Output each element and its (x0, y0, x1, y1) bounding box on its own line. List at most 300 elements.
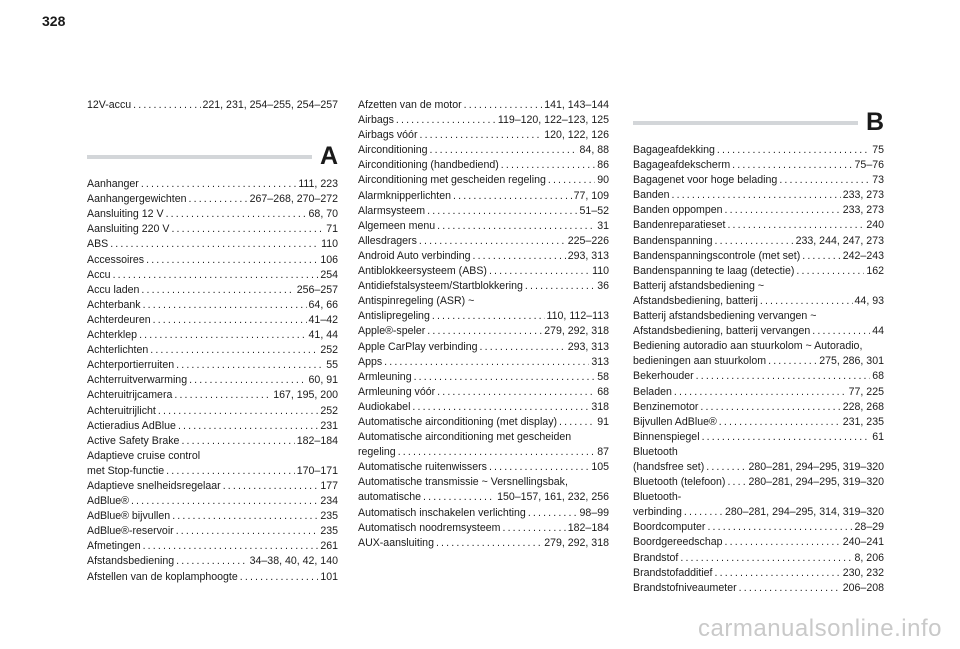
index-entry (358, 430, 609, 460)
entry-term: Aansluiting 220 V (87, 223, 170, 236)
index-entry (633, 158, 884, 173)
index-entry (633, 218, 884, 233)
entry-row (358, 204, 609, 219)
leader-dots (146, 253, 318, 268)
entry-row (633, 581, 884, 596)
index-entry (358, 536, 609, 551)
index-entry (633, 173, 884, 188)
entry-row (87, 554, 338, 569)
entry-term: Bagagenet voor hoge belading (633, 174, 778, 187)
leader-dots (732, 158, 852, 173)
leader-dots (802, 249, 841, 264)
index-entry (87, 268, 338, 283)
leader-dots (174, 388, 271, 403)
entry-row (633, 369, 884, 384)
index-entry (633, 400, 884, 415)
entry-row (633, 294, 884, 309)
index-entry (358, 340, 609, 355)
entry-row (87, 283, 338, 298)
entry-pages: 77, 225 (848, 385, 884, 398)
entry-text-line: Automatische airconditioning met gescheiden (358, 431, 572, 444)
leader-dots (779, 173, 870, 188)
entry-term: Bagageafdekking (633, 144, 715, 156)
index-entry (87, 358, 338, 373)
entry-term: AdBlue® (87, 495, 129, 508)
entry-row (633, 535, 884, 550)
entry-pages: 280–281, 294–295, 314, 319–320 (724, 506, 884, 519)
page-number: 328 (42, 13, 66, 29)
entry-row (358, 370, 609, 385)
entry-pages: 141, 143–144 (544, 99, 609, 111)
entry-term: Bandenspanning (633, 234, 713, 247)
entry-row (633, 158, 884, 173)
entry-text-line: Batterij afstandsbediening ~ (633, 279, 765, 292)
index-entry (87, 388, 338, 403)
index-entry (358, 143, 609, 158)
letter-rule (87, 155, 312, 159)
entry-row (87, 268, 338, 283)
index-entry (358, 204, 609, 219)
entry-term: Antidiefstalsysteem/Startblokkering (358, 280, 523, 293)
leader-dots (176, 554, 247, 569)
entry-pages: 280–281, 294–295, 319–320 (748, 460, 884, 473)
index-entry (633, 234, 884, 249)
entry-pages: 73 (872, 174, 884, 187)
index-entry (87, 177, 338, 192)
entry-term: Banden (633, 189, 670, 202)
entry-pages: 77, 109 (573, 189, 609, 202)
entry-row (633, 143, 884, 158)
index-entry (358, 219, 609, 234)
entry-pages: 170–171 (296, 464, 338, 477)
entry-pages: 318 (591, 400, 609, 413)
entry-term: Airbags vóór (358, 129, 418, 142)
entry-row (358, 189, 609, 204)
entry-pages: 225–226 (567, 234, 609, 247)
leader-dots (473, 249, 566, 264)
index-entry (358, 385, 609, 400)
entry-term: Automatisch noodremsysteem (358, 521, 501, 534)
entry-term: Automatisch inschakelen verlichting (358, 506, 526, 519)
leader-dots (432, 309, 545, 324)
entry-term: Apple®-speler (358, 325, 426, 338)
leader-dots (143, 539, 319, 554)
entry-row (87, 328, 338, 343)
index-column-2 (358, 98, 609, 551)
entry-pages: 71 (326, 223, 338, 236)
leader-dots (715, 234, 794, 249)
entry-pages: 120, 122, 126 (544, 129, 609, 142)
leader-dots (189, 373, 306, 388)
entry-list-top (87, 98, 338, 113)
entry-list-b (633, 143, 884, 596)
leader-dots (436, 536, 542, 551)
entry-pages: 86 (597, 159, 609, 172)
index-entry (633, 143, 884, 158)
index-entry (87, 539, 338, 554)
index-entry (358, 521, 609, 536)
entry-pages: 98–99 (579, 506, 609, 519)
entry-row (633, 203, 884, 218)
entry-pages: 75–76 (854, 159, 884, 172)
leader-dots (727, 218, 864, 233)
leader-dots (796, 264, 864, 279)
entry-pages: 235 (320, 510, 338, 523)
entry-row (87, 298, 338, 313)
entry-row (87, 570, 338, 585)
entry-term: Afzetten van de motor (358, 99, 462, 111)
entry-term: Active Safety Brake (87, 434, 180, 447)
section-letter: A (319, 142, 338, 171)
index-entry (87, 419, 338, 434)
leader-dots (725, 203, 841, 218)
entry-term: Afstandsbediening, batterij vervangen (633, 325, 811, 338)
leader-dots (525, 279, 595, 294)
leader-dots (453, 189, 572, 204)
entry-row (87, 539, 338, 554)
entry-row (633, 430, 884, 445)
entry-term: regeling (358, 446, 396, 459)
leader-dots (768, 354, 817, 369)
entry-row (633, 218, 884, 233)
leader-dots (240, 570, 319, 585)
entry-row (633, 264, 884, 279)
entry-row (358, 279, 609, 294)
entry-term: Antiblokkeersysteem (ABS) (358, 265, 487, 278)
leader-dots (700, 400, 840, 415)
entry-term: Accessoires (87, 253, 145, 266)
index-entry (87, 494, 338, 509)
index-entry (633, 309, 884, 339)
entry-row (358, 128, 609, 143)
entry-pages: 111, 223 (298, 178, 338, 191)
entry-term: Aansluiting 12 V (87, 208, 164, 221)
entry-term: Brandstofniveaumeter (633, 581, 737, 594)
entry-text-line: Bluetooth (633, 445, 678, 458)
entry-row (87, 237, 338, 252)
index-entry (87, 283, 338, 298)
entry-pages: 221, 231, 254–255, 254–257 (202, 99, 338, 111)
index-entry (87, 328, 338, 343)
entry-row (358, 219, 609, 234)
entry-term: Beladen (633, 385, 672, 398)
entry-term: Accu laden (87, 283, 140, 296)
entry-row (358, 98, 609, 113)
entry-term: Alarmknipperlichten (358, 189, 452, 202)
entry-term: Apple CarPlay verbinding (358, 340, 478, 353)
entry-pages: 51–52 (579, 204, 609, 217)
entry-text-line: Bediening autoradio aan stuurkolom ~ Autoradio, (633, 340, 863, 353)
leader-dots (153, 313, 307, 328)
index-entry (358, 370, 609, 385)
entry-term: bedieningen aan stuurkolom (633, 355, 767, 368)
entry-term: Achteruitrijcamera (87, 389, 173, 402)
index-entry (358, 234, 609, 249)
index-entry (633, 535, 884, 550)
entry-pages: 41, 44 (308, 329, 338, 342)
leader-dots (414, 370, 596, 385)
entry-term: verbinding (633, 506, 682, 519)
entry-row (358, 521, 609, 536)
entry-row (633, 249, 884, 264)
leader-dots (133, 98, 200, 113)
entry-pages: 91 (597, 415, 609, 428)
leader-dots (727, 475, 746, 490)
index-entry (633, 188, 884, 203)
leader-dots (739, 581, 841, 596)
entry-pages: 84, 88 (579, 144, 609, 157)
leader-dots (548, 173, 595, 188)
leader-dots (141, 283, 294, 298)
watermark: carmanualsonline.info (698, 615, 942, 642)
entry-pages: 75 (872, 144, 884, 156)
entry-term: Banden oppompen (633, 204, 723, 217)
leader-dots (178, 419, 318, 434)
entry-row (358, 158, 609, 173)
leader-dots (680, 551, 852, 566)
entry-term: Achterbank (87, 298, 141, 311)
entry-pages: 252 (320, 404, 338, 417)
entry-term: AdBlue®-reservoir (87, 525, 174, 538)
entry-pages: 256–257 (296, 283, 338, 296)
entry-row (358, 324, 609, 339)
letter-rule (633, 121, 858, 125)
index-entry (358, 400, 609, 415)
entry-row (633, 475, 884, 490)
entry-term: Bandenspanningscontrole (met set) (633, 249, 801, 262)
entry-pages: 34–38, 40, 42, 140 (249, 555, 338, 568)
entry-term: Accu (87, 268, 111, 281)
entry-row (358, 143, 609, 158)
leader-dots (715, 566, 841, 581)
entry-term: Airconditioning (handbediend) (358, 159, 499, 172)
index-entry (358, 98, 609, 113)
entry-row (87, 313, 338, 328)
entry-pages: 106 (320, 253, 338, 266)
entry-term: 12V-accu (87, 99, 132, 111)
entry-term: Achterklep (87, 329, 138, 342)
entry-pages: 280–281, 294–295, 319–320 (748, 476, 884, 489)
leader-dots (223, 479, 319, 494)
leader-dots (139, 328, 306, 343)
leader-dots (696, 369, 871, 384)
entry-row (87, 192, 338, 207)
entry-term: Actieradius AdBlue (87, 419, 176, 432)
leader-dots (528, 506, 578, 521)
index-entry (87, 434, 338, 449)
entry-pages: 293, 313 (567, 340, 609, 353)
entry-pages: 150–157, 161, 232, 256 (497, 491, 609, 504)
index-entry (358, 506, 609, 521)
index-entry (358, 113, 609, 128)
leader-dots (412, 400, 589, 415)
index-entry (87, 524, 338, 539)
index-entry (87, 222, 338, 237)
entry-pages: 36 (597, 280, 609, 293)
index-entry (87, 509, 338, 524)
entry-pages: 233, 273 (842, 189, 884, 202)
entry-term: Bekerhouder (633, 370, 694, 383)
entry-term: Audiokabel (358, 400, 411, 413)
entry-row (633, 400, 884, 415)
leader-dots (725, 535, 841, 550)
index-entry (633, 551, 884, 566)
index-entry (358, 173, 609, 188)
index-entry (358, 249, 609, 264)
entry-term: Bluetooth (telefoon) (633, 476, 726, 489)
leader-dots (430, 143, 578, 158)
entry-row (633, 354, 884, 369)
entry-pages: 105 (591, 461, 609, 474)
entry-pages: 279, 292, 318 (544, 536, 609, 549)
index-entry (633, 520, 884, 535)
entry-row (87, 343, 338, 358)
leader-dots (503, 521, 566, 536)
entry-term: Bandenreparatieset (633, 219, 726, 232)
leader-dots (427, 324, 542, 339)
entry-text-line: Batterij afstandsbediening vervangen ~ (633, 310, 817, 323)
index-entry (633, 415, 884, 430)
leader-dots (437, 219, 595, 234)
entry-term: Adaptieve snelheidsregelaar (87, 479, 221, 492)
entry-row (358, 355, 609, 370)
entry-row (358, 340, 609, 355)
entry-term: Achterlichten (87, 344, 149, 357)
index-entry (87, 253, 338, 268)
entry-row (358, 445, 609, 460)
entry-row (358, 415, 609, 430)
index-entry (87, 298, 338, 313)
leader-dots (464, 98, 543, 113)
index-entry (633, 430, 884, 445)
leader-dots (419, 234, 566, 249)
leader-dots (176, 358, 324, 373)
entry-term: Antislipregeling (358, 310, 430, 323)
entry-pages: 206–208 (842, 581, 884, 594)
index-entry (633, 445, 884, 475)
entry-row (358, 490, 609, 505)
entry-list-a (87, 177, 338, 585)
leader-dots (501, 158, 595, 173)
entry-term: Alarmsysteem (358, 204, 426, 217)
entry-row (87, 373, 338, 388)
entry-row (358, 234, 609, 249)
entry-term: Aanhangergewichten (87, 193, 187, 206)
entry-pages: 233, 244, 247, 273 (795, 234, 884, 247)
entry-term: Achteruitrijlicht (87, 404, 156, 417)
entry-term: Benzinemotor (633, 400, 699, 413)
entry-text-line: Adaptieve cruise control (87, 449, 201, 462)
leader-dots (480, 340, 566, 355)
leader-dots (113, 268, 319, 283)
leader-dots (166, 464, 295, 479)
entry-term: Afstandsbediening (87, 555, 175, 568)
entry-term: Achterruitverwarming (87, 374, 188, 387)
index-entry (87, 207, 338, 222)
entry-pages: 8, 206 (854, 551, 884, 564)
index-entry (633, 264, 884, 279)
entry-pages: 167, 195, 200 (273, 389, 338, 402)
index-entry (633, 475, 884, 490)
section-letter: B (865, 108, 884, 136)
index-entry (358, 279, 609, 294)
entry-row (633, 173, 884, 188)
entry-row (358, 536, 609, 551)
entry-term: Android Auto verbinding (358, 249, 471, 262)
entry-term: Bijvullen AdBlue® (633, 415, 717, 428)
entry-pages: 31 (597, 219, 609, 232)
entry-pages: 177 (320, 479, 338, 492)
entry-term: AdBlue® bijvullen (87, 510, 171, 523)
entry-pages: 233, 273 (842, 204, 884, 217)
entry-term: Brandstof (633, 551, 679, 564)
entry-term: Airconditioning met gescheiden regeling (358, 174, 546, 187)
letter-heading-b (633, 107, 884, 137)
entry-pages: 240 (866, 219, 884, 232)
index-entry (633, 490, 884, 520)
entry-row (633, 324, 884, 339)
index-entry (87, 449, 338, 479)
entry-row (633, 415, 884, 430)
leader-dots (131, 494, 318, 509)
entry-pages: 182–184 (296, 434, 338, 447)
entry-pages: 41–42 (308, 313, 338, 326)
entry-term: Afmetingen (87, 540, 141, 553)
index-entry (87, 98, 338, 113)
leader-dots (150, 343, 318, 358)
entry-term: (handsfree set) (633, 460, 705, 473)
leader-dots (760, 294, 853, 309)
entry-row (633, 234, 884, 249)
entry-row (358, 309, 609, 324)
index-entry (358, 264, 609, 279)
entry-row (87, 388, 338, 403)
leader-dots (684, 505, 723, 520)
entry-term: Algemeen menu (358, 219, 436, 232)
entry-term: Allesdragers (358, 234, 417, 247)
entry-pages: 44, 93 (854, 294, 884, 307)
entry-term: Boordgereedschap (633, 536, 723, 549)
index-entry (358, 415, 609, 430)
index-entry (358, 294, 609, 324)
entry-term: Automatische airconditioning (met display) (358, 415, 558, 428)
entry-row (633, 505, 884, 520)
entry-row (87, 222, 338, 237)
entry-row (358, 385, 609, 400)
entry-row (358, 113, 609, 128)
index-entry (358, 189, 609, 204)
index-column-1 (87, 98, 338, 585)
entry-pages: 28–29 (854, 521, 884, 534)
leader-dots (489, 264, 590, 279)
leader-dots (176, 524, 319, 539)
entry-row (87, 509, 338, 524)
index-entry (633, 385, 884, 400)
entry-row (358, 460, 609, 475)
entry-row (87, 524, 338, 539)
entry-pages: 242–243 (842, 249, 884, 262)
leader-dots (489, 460, 589, 475)
entry-term: Achterdeuren (87, 313, 151, 326)
entry-row (87, 464, 338, 479)
entry-row (87, 404, 338, 419)
entry-row (633, 551, 884, 566)
letter-heading-a (87, 141, 338, 171)
entry-pages: 275, 286, 301 (819, 355, 884, 368)
entry-pages: 44 (872, 325, 884, 338)
entry-pages: 90 (597, 174, 609, 187)
entry-pages: 101 (320, 570, 338, 583)
